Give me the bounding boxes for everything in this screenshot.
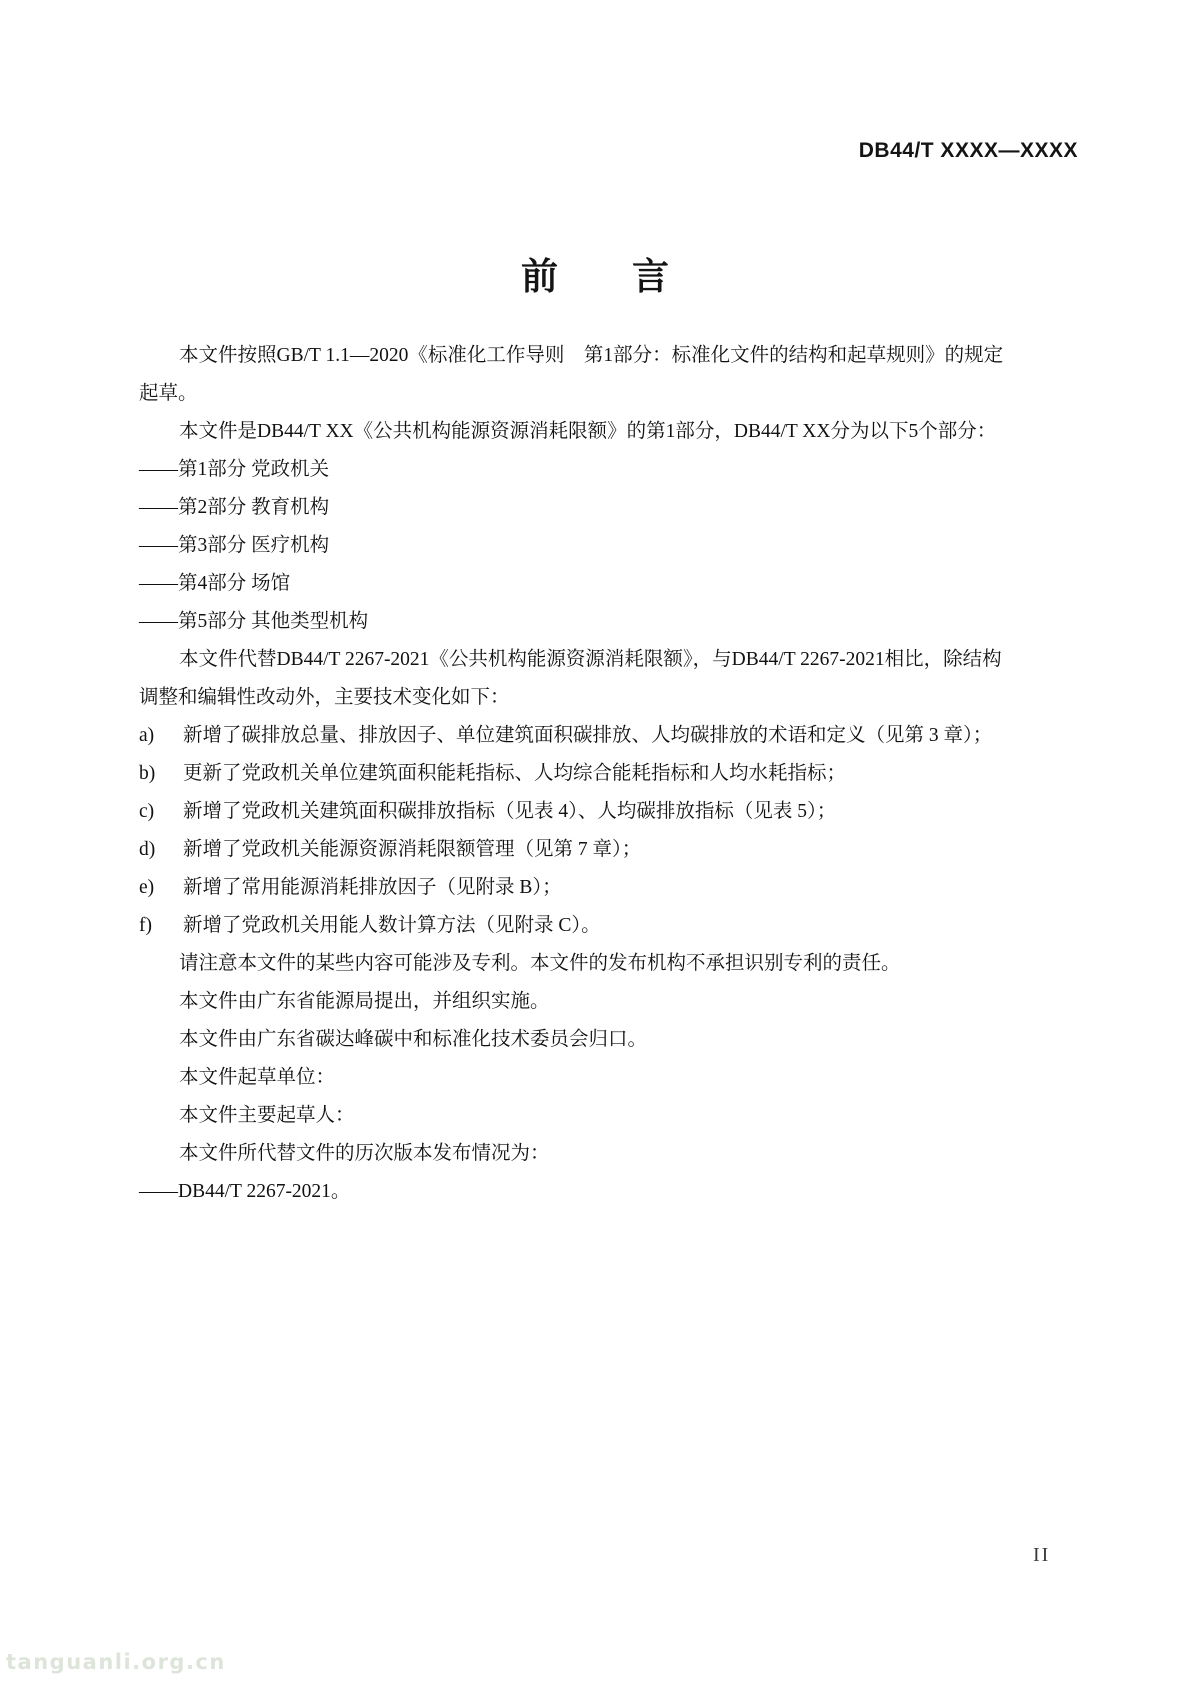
- change-item-a: [139, 717, 1055, 755]
- page-title: 前 言: [521, 256, 669, 297]
- part-item-1: ——第1部分 党政机关: [139, 459, 330, 480]
- change-marker: e): [139, 877, 155, 898]
- change-text: 新增了党政机关用能人数计算方法（见附录 C）。: [183, 915, 601, 936]
- change-text: 新增了碳排放总量、排放因子、单位建筑面积碳排放、人均碳排放的术语和定义（见第 3 章）；: [183, 725, 993, 746]
- change-marker: d): [139, 839, 156, 860]
- change-item-d: [139, 831, 1055, 869]
- page-number: II: [1033, 1544, 1051, 1566]
- history-item-1: ——DB44/T 2267-2021。: [139, 1181, 351, 1202]
- foreword-content: [139, 337, 1055, 1211]
- change-marker: a): [139, 725, 155, 746]
- change-marker: b): [139, 763, 156, 784]
- paragraph-history-intro: 本文件所代替文件的历次版本发布情况为：: [179, 1143, 550, 1164]
- part-item-4: ——第4部分 场馆: [139, 573, 291, 594]
- paragraph-proposed-by: 本文件由广东省能源局提出，并组织实施。: [179, 991, 550, 1012]
- watermark-text: tanguanli.org.cn: [6, 1650, 226, 1674]
- change-item-f: [139, 907, 1055, 945]
- paragraph-parts-intro: 本文件是DB44/T XX《公共机构能源资源消耗限额》的第1部分，DB44/T XX分为以下5个部分：: [179, 421, 997, 442]
- part-item-2: ——第2部分 教育机构: [139, 497, 330, 518]
- change-item-b: [139, 755, 1055, 793]
- change-item-e: [139, 869, 1055, 907]
- change-text: 新增了党政机关建筑面积碳排放指标（见表 4）、人均碳排放指标（见表 5）；: [183, 801, 837, 822]
- change-text: 更新了党政机关单位建筑面积能耗指标、人均综合能耗指标和人均水耗指标；: [183, 763, 847, 784]
- paragraph-patent-note: 请注意本文件的某些内容可能涉及专利。本文件的发布机构不承担识别专利的责任。: [179, 953, 901, 974]
- change-marker: c): [139, 801, 155, 822]
- paragraph-centralized-by: 本文件由广东省碳达峰碳中和标准化技术委员会归口。: [179, 1029, 648, 1050]
- paragraph-drafters: 本文件主要起草人：: [179, 1105, 355, 1126]
- part-item-3: ——第3部分 医疗机构: [139, 535, 330, 556]
- change-text: 新增了党政机关能源资源消耗限额管理（见第 7 章）；: [183, 839, 642, 860]
- doc-code: DB44/T XXXX—XXXX: [858, 139, 1078, 162]
- part-item-5: ——第5部分 其他类型机构: [139, 611, 369, 632]
- change-item-c: [139, 793, 1055, 831]
- paragraph-replaces-line2: 调整和编辑性改动外，主要技术变化如下：: [139, 687, 510, 708]
- change-marker: f): [139, 915, 152, 936]
- paragraph-replaces-line1: 本文件代替DB44/T 2267-2021《公共机构能源资源消耗限额》，与DB44/T 2267-2021相比，除结构: [179, 649, 1002, 670]
- change-text: 新增了常用能源消耗排放因子（见附录 B）；: [183, 877, 562, 898]
- paragraph-drafting-org: 本文件起草单位：: [179, 1067, 336, 1088]
- paragraph-drafting-rule-line2: 起草。: [139, 383, 198, 404]
- paragraph-drafting-rule-line1: 本文件按照GB/T 1.1—2020《标准化工作导则 第1部分：标准化文件的结构和起草规则》的规定: [179, 345, 1004, 366]
